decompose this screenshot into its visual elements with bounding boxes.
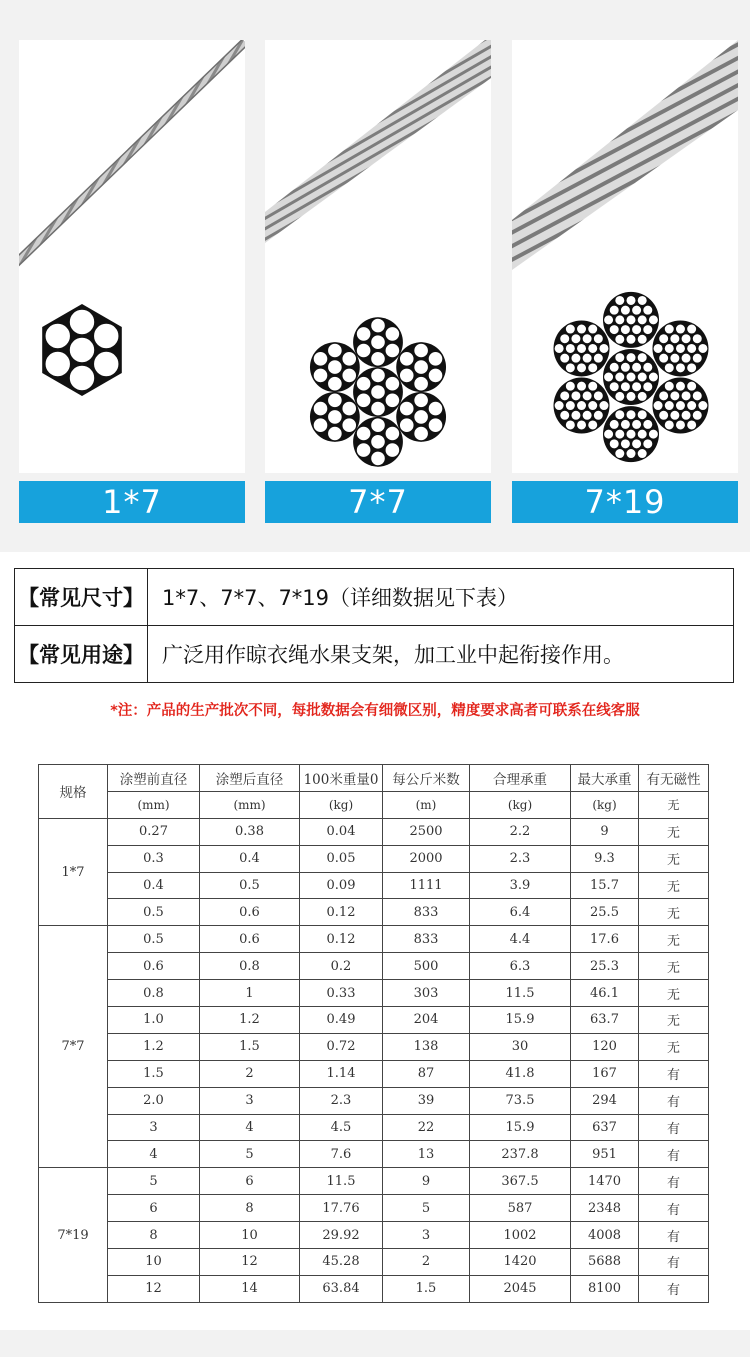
table-cell: 120 (571, 1033, 639, 1060)
table-cell: 25.5 (571, 899, 639, 926)
cross-section-1x7 (42, 304, 122, 396)
table-cell: 11.5 (470, 980, 571, 1007)
table-cell: 无 (639, 1007, 709, 1034)
table-cell: 2.2 (470, 818, 571, 845)
table-cell: 0.5 (108, 899, 200, 926)
table-cell: 有 (639, 1114, 709, 1141)
table-cell: 1.2 (200, 1007, 300, 1034)
col-spec-header: 规格 (39, 765, 108, 819)
table-cell: 有 (639, 1168, 709, 1195)
table-cell: 13 (383, 1141, 470, 1168)
table-cell: 833 (383, 926, 470, 953)
table-cell: 833 (383, 899, 470, 926)
col-header: 100米重量0 (300, 765, 383, 792)
table-cell: 无 (639, 845, 709, 872)
table-cell: 17.6 (571, 926, 639, 953)
info-row-size (15, 569, 733, 625)
table-cell: 587 (470, 1195, 571, 1222)
table-cell: 无 (639, 899, 709, 926)
table-row (39, 1222, 709, 1249)
col-unit: (kg) (571, 791, 639, 818)
table-cell: 30 (470, 1033, 571, 1060)
table-cell: 无 (639, 980, 709, 1007)
table-cell: 0.38 (200, 818, 300, 845)
table-row (39, 1195, 709, 1222)
table-cell: 45.28 (300, 1249, 383, 1276)
table-cell: 9.3 (571, 845, 639, 872)
info-key-size: 【常见尺寸】 (15, 569, 148, 625)
table-cell: 0.12 (300, 926, 383, 953)
table-row (39, 980, 709, 1007)
table-cell: 0.33 (300, 980, 383, 1007)
table-cell: 4 (200, 1114, 300, 1141)
table-cell: 303 (383, 980, 470, 1007)
table-cell: 0.4 (108, 872, 200, 899)
table-cell: 8 (108, 1222, 200, 1249)
table-cell: 4.4 (470, 926, 571, 953)
table-cell: 1.5 (108, 1060, 200, 1087)
cross-section-7x19 (554, 292, 709, 462)
table-cell: 1002 (470, 1222, 571, 1249)
table-cell: 0.8 (108, 980, 200, 1007)
table-cell: 1420 (470, 1249, 571, 1276)
table-cell: 有 (639, 1275, 709, 1302)
table-cell: 29.92 (300, 1222, 383, 1249)
table-cell: 0.4 (200, 845, 300, 872)
table-cell: 7.6 (300, 1141, 383, 1168)
info-row-use (15, 625, 733, 682)
table-cell: 22 (383, 1114, 470, 1141)
table-cell: 2.3 (470, 845, 571, 872)
table-cell: 5 (108, 1168, 200, 1195)
table-cell: 9 (571, 818, 639, 845)
cable-7x19-cross-section-icon (512, 40, 738, 473)
table-cell: 0.6 (108, 953, 200, 980)
col-header: 每公斤米数 (383, 765, 470, 792)
table-row (39, 926, 709, 953)
table-cell: 4008 (571, 1222, 639, 1249)
table-cell: 10 (108, 1249, 200, 1276)
col-unit: (kg) (470, 791, 571, 818)
table-row (39, 1114, 709, 1141)
table-cell: 4 (108, 1141, 200, 1168)
table-cell: 2348 (571, 1195, 639, 1222)
table-cell: 3 (200, 1087, 300, 1114)
product-label-1x7: 1*7 (19, 481, 245, 523)
table-cell: 63.84 (300, 1275, 383, 1302)
col-unit: 无 (639, 791, 709, 818)
col-header: 最大承重 (571, 765, 639, 792)
table-cell: 1111 (383, 872, 470, 899)
info-value-use: 广泛用作晾衣绳水果支架，加工业中起衔接作用。 (162, 643, 624, 667)
table-cell: 500 (383, 953, 470, 980)
spec-group-cell: 7*19 (39, 1168, 108, 1302)
col-header: 有无磁性 (639, 765, 709, 792)
table-cell: 0.27 (108, 818, 200, 845)
col-unit: (mm) (108, 791, 200, 818)
table-cell: 0.8 (200, 953, 300, 980)
spec-table (38, 764, 709, 1303)
table-row (39, 845, 709, 872)
table-cell: 8 (200, 1195, 300, 1222)
table-cell: 9 (383, 1168, 470, 1195)
table-cell: 1.0 (108, 1007, 200, 1034)
product-card-1x7 (19, 40, 245, 473)
col-unit: (m) (383, 791, 470, 818)
table-cell: 0.72 (300, 1033, 383, 1060)
table-cell: 无 (639, 1033, 709, 1060)
table-row (39, 1087, 709, 1114)
table-cell: 有 (639, 1222, 709, 1249)
table-cell: 4.5 (300, 1114, 383, 1141)
table-cell: 8100 (571, 1275, 639, 1302)
table-cell: 1.14 (300, 1060, 383, 1087)
table-cell: 0.6 (200, 899, 300, 926)
table-row (39, 1060, 709, 1087)
table-cell: 0.49 (300, 1007, 383, 1034)
product-card-7x7 (265, 40, 491, 473)
product-label-7x19: 7*19 (512, 481, 738, 523)
table-cell: 0.05 (300, 845, 383, 872)
table-cell: 3 (108, 1114, 200, 1141)
table-cell: 87 (383, 1060, 470, 1087)
table-cell: 46.1 (571, 980, 639, 1007)
footer-band (0, 1330, 750, 1357)
table-cell: 204 (383, 1007, 470, 1034)
table-cell: 1470 (571, 1168, 639, 1195)
spec-group-cell: 1*7 (39, 818, 108, 926)
table-row (39, 1275, 709, 1302)
table-cell: 有 (639, 1249, 709, 1276)
table-row (39, 953, 709, 980)
table-cell: 2.0 (108, 1087, 200, 1114)
table-cell: 25.3 (571, 953, 639, 980)
table-cell: 3 (383, 1222, 470, 1249)
table-cell: 5688 (571, 1249, 639, 1276)
table-cell: 0.04 (300, 818, 383, 845)
table-cell: 2500 (383, 818, 470, 845)
table-cell: 951 (571, 1141, 639, 1168)
table-row (39, 1249, 709, 1276)
table-cell: 73.5 (470, 1087, 571, 1114)
table-row (39, 818, 709, 845)
col-header: 合理承重 (470, 765, 571, 792)
table-cell: 0.3 (108, 845, 200, 872)
table-cell: 有 (639, 1060, 709, 1087)
table-cell: 0.2 (300, 953, 383, 980)
product-card-7x19 (512, 40, 738, 473)
cross-section-7x7 (310, 317, 446, 466)
table-cell: 1 (200, 980, 300, 1007)
table-row (39, 872, 709, 899)
table-cell: 5 (383, 1195, 470, 1222)
cable-1x7-cross-section-icon (19, 40, 245, 473)
table-cell: 12 (200, 1249, 300, 1276)
table-row (39, 1141, 709, 1168)
table-cell: 1.5 (383, 1275, 470, 1302)
table-cell: 2000 (383, 845, 470, 872)
table-cell: 6.4 (470, 899, 571, 926)
spec-group-cell: 7*7 (39, 926, 108, 1168)
info-box (14, 568, 734, 683)
table-cell: 11.5 (300, 1168, 383, 1195)
table-header-row (39, 765, 709, 792)
info-key-use: 【常见用途】 (15, 626, 148, 682)
table-cell: 5 (200, 1141, 300, 1168)
table-cell: 41.8 (470, 1060, 571, 1087)
col-unit: (mm) (200, 791, 300, 818)
table-cell: 有 (639, 1195, 709, 1222)
table-cell: 0.5 (200, 872, 300, 899)
table-cell: 39 (383, 1087, 470, 1114)
table-cell: 237.8 (470, 1141, 571, 1168)
table-cell: 2045 (470, 1275, 571, 1302)
table-cell: 17.76 (300, 1195, 383, 1222)
table-row (39, 899, 709, 926)
table-unit-row (39, 791, 709, 818)
table-cell: 167 (571, 1060, 639, 1087)
product-label-7x7: 7*7 (265, 481, 491, 523)
col-header: 涂塑前直径 (108, 765, 200, 792)
table-cell: 6 (108, 1195, 200, 1222)
table-cell: 63.7 (571, 1007, 639, 1034)
table-cell: 138 (383, 1033, 470, 1060)
table-cell: 367.5 (470, 1168, 571, 1195)
table-cell: 0.12 (300, 899, 383, 926)
table-cell: 有 (639, 1141, 709, 1168)
col-header: 涂塑后直径 (200, 765, 300, 792)
table-cell: 15.9 (470, 1114, 571, 1141)
table-cell: 有 (639, 1087, 709, 1114)
table-cell: 15.7 (571, 872, 639, 899)
table-cell: 2 (383, 1249, 470, 1276)
table-cell: 无 (639, 953, 709, 980)
table-row (39, 1033, 709, 1060)
table-cell: 无 (639, 818, 709, 845)
cable-7x7-cross-section-icon (265, 40, 491, 473)
table-row (39, 1168, 709, 1195)
table-cell: 6.3 (470, 953, 571, 980)
table-cell: 0.6 (200, 926, 300, 953)
table-cell: 2 (200, 1060, 300, 1087)
table-cell: 无 (639, 926, 709, 953)
col-unit: (kg) (300, 791, 383, 818)
table-cell: 0.5 (108, 926, 200, 953)
table-cell: 14 (200, 1275, 300, 1302)
note-text: *注：产品的生产批次不同，每批数据会有细微区别，精度要求高者可联系在线客服 (110, 703, 640, 719)
table-cell: 3.9 (470, 872, 571, 899)
table-cell: 10 (200, 1222, 300, 1249)
table-cell: 6 (200, 1168, 300, 1195)
table-cell: 2.3 (300, 1087, 383, 1114)
table-row (39, 1007, 709, 1034)
table-cell: 0.09 (300, 872, 383, 899)
table-cell: 15.9 (470, 1007, 571, 1034)
table-cell: 637 (571, 1114, 639, 1141)
table-cell: 1.2 (108, 1033, 200, 1060)
table-cell: 1.5 (200, 1033, 300, 1060)
info-value-size: 1*7、7*7、7*19（详细数据见下表） (162, 586, 519, 610)
table-cell: 12 (108, 1275, 200, 1302)
table-cell: 294 (571, 1087, 639, 1114)
table-cell: 无 (639, 872, 709, 899)
